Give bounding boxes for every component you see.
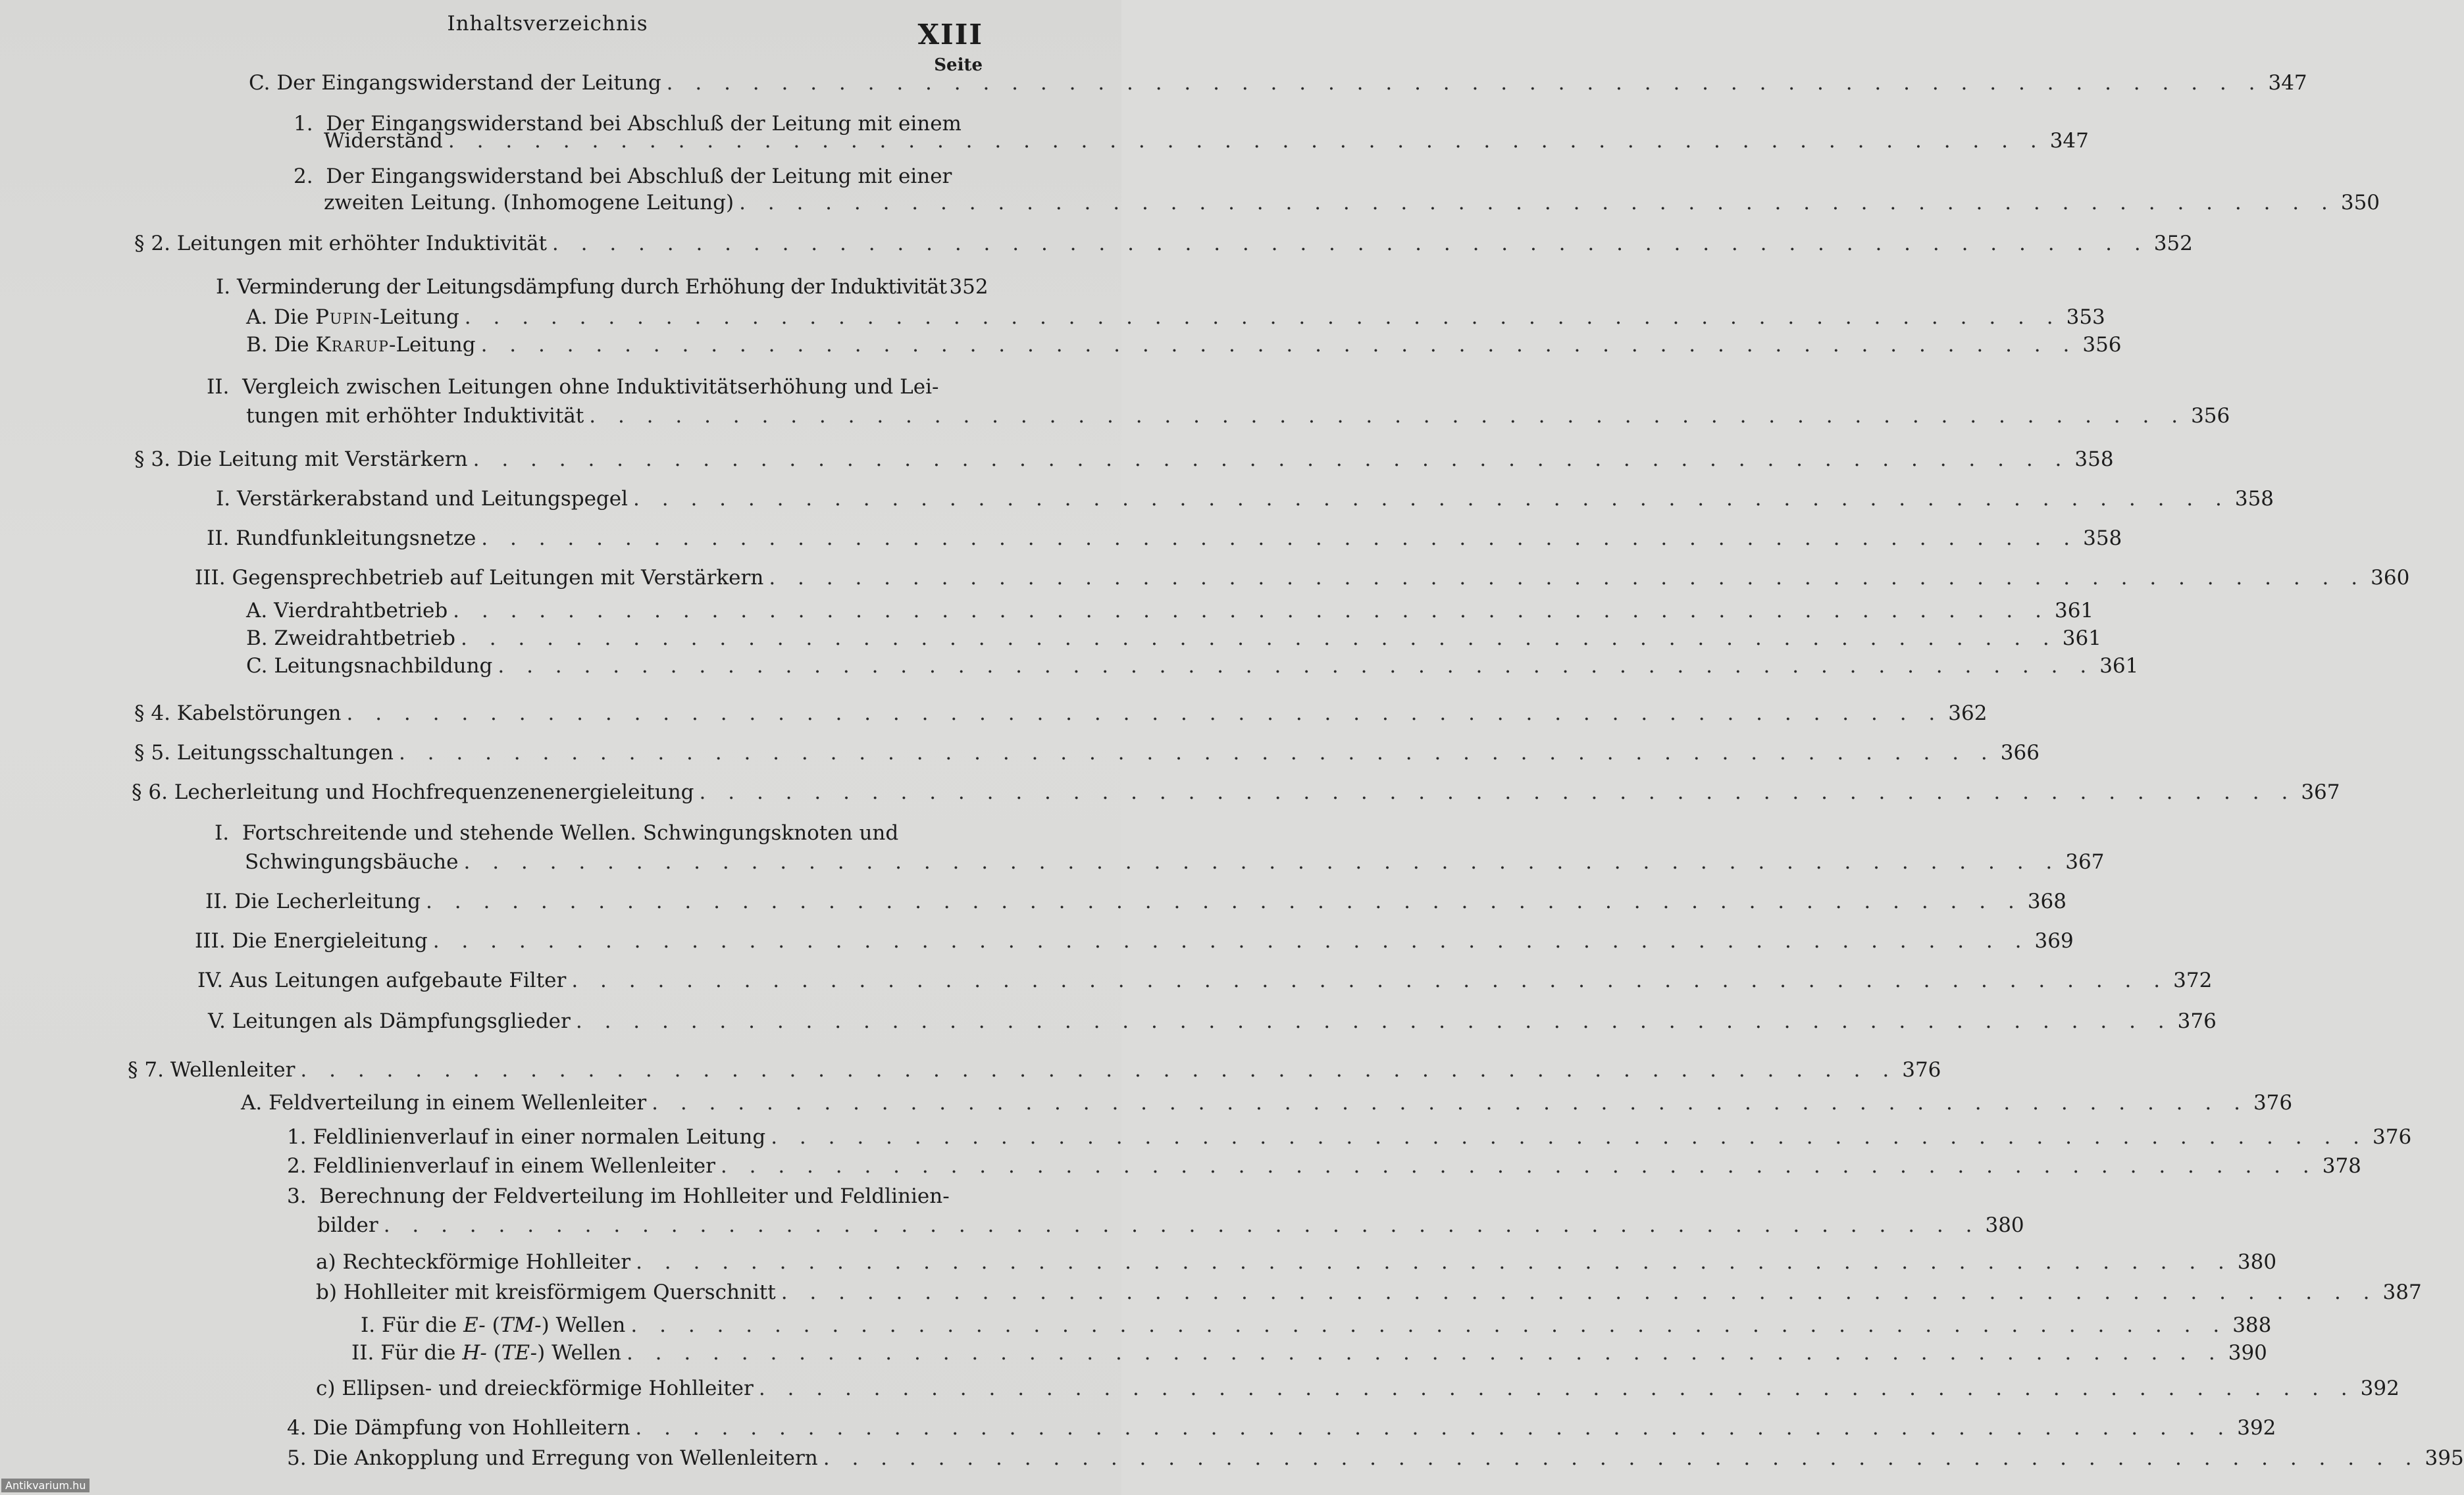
toc-entry [287, 1445, 2464, 1471]
toc-entry-number: 4. [287, 1416, 307, 1440]
toc-entry-page: 353 [2066, 305, 2105, 329]
toc-entry-page: 376 [2177, 1009, 2217, 1033]
toc-entry [245, 849, 2105, 875]
toc-entry-number: A. [246, 599, 268, 622]
toc-leader-dots: . . . . . . . . . . . . . . . . . . . . . . . . . . . . . . . . . . . . . . . . . . . . . . . . . . . . . . . . [552, 232, 2149, 255]
toc-entry-page: 358 [2074, 447, 2114, 471]
toc-leader-dots: . . . . . . . . . . . . . . . . . . . . . . . . . . . . . . . . . . . . . . . . . . . . . . . . . . . . . . . . [630, 1313, 2228, 1337]
toc-entry-title: Feldlinienverlauf in einem Wellenleiter [313, 1154, 715, 1178]
toc-entry-number: IV. [197, 969, 224, 992]
toc-entry [287, 1415, 2276, 1441]
toc-entry-title-suffix: ) Wellen [537, 1341, 621, 1365]
toc-entry [249, 70, 2307, 96]
toc-entry-number: I. [215, 821, 230, 845]
toc-entry [128, 1057, 1941, 1083]
toc-leader-dots: . . . . . . . . . . . . . . . . . . . . . . . . . . . . . . . . . . . . . . . . . . . . . . . . . . . . . . . . [699, 780, 2296, 804]
toc-entry-title-name: Pupin [315, 305, 373, 329]
toc-entry-number: 2. [287, 1154, 307, 1178]
toc-entry-title-prefix: Für die [381, 1313, 464, 1337]
toc-entry-number: 1. [287, 1125, 307, 1149]
toc-entry [287, 1153, 2361, 1179]
toc-leader-dots: . . . . . . . . . . . . . . . . . . . . . . . . . . . . . . . . . . . . . . . . . . . . . . . . . . . . . . . . [635, 1416, 2232, 1440]
toc-entry-number: V. [208, 1009, 226, 1033]
toc-leader-dots: . . . . . . . . . . . . . . . . . . . . . . . . . . . . . . . . . . . . . . . . . . . . . . . . . . . . . . . . [398, 741, 1995, 765]
toc-entry-title: Gegensprechbetrieb auf Leitungen mit Verstärkern [232, 566, 764, 590]
toc-entry-title: Leitungen als Dämpfungsglieder [232, 1009, 571, 1033]
toc-entry-number: A. [241, 1091, 263, 1115]
toc-entry-page: 362 [1948, 701, 1988, 725]
toc-entry-continuation: tungen mit erhöhter Induktivität [246, 404, 584, 428]
toc-leader-dots: . . . . . . . . . . . . . . . . . . . . . . . . . . . . . . . . . . . . . . . . . . . . . . . . . . . . . . . . [720, 1154, 2317, 1178]
toc-entry-title-prefix: Die [274, 333, 316, 357]
toc-entry [241, 1090, 2293, 1116]
toc-entry-title: Hohlleiter mit kreisförmigem Querschnitt [343, 1280, 776, 1304]
toc-entry-number: I. [361, 1313, 376, 1337]
toc-entry-title: Der Eingangswiderstand bei Abschluß der Leitung mit einem [326, 112, 962, 136]
toc-entry [197, 967, 2213, 994]
toc-entry-title: Rechteckförmige Hohlleiter [342, 1250, 631, 1274]
toc-entry-page: 378 [2322, 1154, 2361, 1178]
toc-entry [134, 230, 2193, 257]
toc-entry-title-suffix: ) Wellen [541, 1313, 626, 1337]
toc-entry [195, 565, 2410, 591]
toc-entry-title: Feldverteilung in einem Wellenleiter [269, 1091, 647, 1115]
toc-entry-page: 367 [2301, 780, 2340, 804]
toc-entry [316, 1375, 2400, 1402]
toc-entry-page: 395 [2425, 1446, 2464, 1470]
toc-entry [134, 740, 2040, 766]
toc-entry-number: b) [316, 1280, 337, 1304]
toc-entry-page: 358 [2083, 526, 2122, 550]
toc-entry-title: Lecherleitung und Hochfrequenzenenergieleitung [174, 780, 694, 804]
toc-entry-number: a) [316, 1250, 336, 1274]
toc-entry [134, 446, 2114, 472]
toc-entry [316, 1279, 2422, 1305]
toc-entry-title [380, 1340, 621, 1366]
toc-entry-title: Aus Leitungen aufgebaute Filter [229, 969, 567, 992]
toc-leader-dots: . . . . . . . . . . . . . . . . . . . . . . . . . . . . . . . . . . . . . . . . . . . . . . . . . . . . . . . . [498, 654, 2095, 678]
toc-entry-continuation: Schwingungsbäuche [245, 850, 459, 874]
toc-entry-title-wave-type: E- [463, 1313, 486, 1337]
toc-entry-number: II. [207, 526, 230, 550]
toc-entry-title [382, 1312, 625, 1338]
toc-entry-title: Die Energieleitung [232, 929, 428, 953]
toc-entry [246, 403, 2230, 429]
toc-entry-number: A. [246, 305, 268, 329]
toc-entry-title [274, 304, 459, 330]
toc-entry-number: III. [195, 929, 226, 953]
toc-entry-title: Vierdrahtbetrieb [274, 599, 448, 622]
toc-leader-dots: . . . . . . . . . . . . . . . . . . . . . . . . . . . . . . . . . . . . . . . . . . . . . . . . . . . . . . . . [571, 969, 2169, 992]
toc-entry-page: 366 [2000, 741, 2040, 765]
toc-leader-dots: . . . . . . . . . . . . . . . . . . . . . . . . . . . . . . . . . . . . . . . . . . . . . . . . . . . . . . . . [758, 1377, 2355, 1400]
toc-entry-number: c) [316, 1377, 336, 1400]
toc-entry-number: I. [216, 275, 231, 299]
toc-entry-number: II. [351, 1341, 374, 1365]
toc-entry-page: 367 [2065, 850, 2105, 874]
toc-leader-dots: . . . . . . . . . . . . . . . . . . . . . . . . . . . . . . . . . . . . . . . . . . . . . . . . . . . . . . . . [383, 1213, 1980, 1237]
toc-entry-first-line [207, 374, 938, 400]
toc-entry-number: § 7. [128, 1058, 164, 1082]
toc-entry-page: 361 [2062, 626, 2101, 650]
toc-leader-dots: . . . . . . . . . . . . . . . . . . . . . . . . . . . . . . . . . . . . . . . . . . . . . . . . . . . . . . . . [473, 447, 2070, 471]
toc-entry-page: 380 [1985, 1213, 2024, 1237]
toc-entry [246, 332, 2122, 358]
toc-entry-title: Feldlinienverlauf in einer normalen Leitung [313, 1125, 766, 1149]
toc-leader-dots: . . . . . . . . . . . . . . . . . . . . . . . . . . . . . . . . . . . . . . . . . . . . . . . . . . . . . . . . [633, 487, 2230, 511]
toc-entry [317, 1212, 2024, 1238]
toc-entry-title-suffix: -Leitung [372, 305, 459, 329]
toc-entry-page: 376 [1902, 1058, 1941, 1082]
toc-entry-page: 350 [2340, 191, 2380, 215]
toc-entry [361, 1312, 2272, 1338]
toc-entry-page: 388 [2232, 1313, 2272, 1337]
toc-leader-dots: . . . . . . . . . . . . . . . . . . . . . . . . . . . . . . . . . . . . . . . . . . . . . . . . . . . . . . . . [575, 1009, 2172, 1033]
toc-entry-title: Verminderung der Leitungsdämpfung durch Erhöhung der Induktivität [236, 275, 947, 299]
toc-entry-number: § 6. [132, 780, 168, 804]
toc-entry [216, 274, 988, 300]
toc-entry [246, 597, 2094, 624]
toc-entry-page: 358 [2234, 487, 2274, 511]
toc-entry-page: 380 [2237, 1250, 2277, 1274]
toc-leader-dots: . . . . . . . . . . . . . . . . . . . . . . . . . . . . . . . . . . . . . . . . . . . . . . . . . . . . . . . . [453, 599, 2049, 622]
toc-leader-dots: . . . . . . . . . . . . . . . . . . . . . . . . . . . . . . . . . . . . . . . . . . . . . . . . . . . . . . . . [823, 1446, 2420, 1470]
toc-entry [207, 525, 2122, 551]
toc-entry-continuation: zweiten Leitung. (Inhomogene Leitung) [324, 191, 734, 215]
toc-entry-title-prefix: Für die [380, 1341, 463, 1365]
toc-entry-number: II. [205, 890, 228, 913]
toc-leader-dots: . . . . . . . . . . . . . . . . . . . . . . . . . . . . . . . . . . . . . . . . . . . . . . . . . . . . . . . . [781, 1280, 2378, 1304]
toc-entry-first-line [287, 1183, 950, 1209]
toc-entry-continuation: bilder [317, 1213, 378, 1237]
toc-leader-dots: . . . . . . . . . . . . . . . . . . . . . . . . . . . . . . . . . . . . . . . . . . . . . . . . . . . . . . . . [300, 1058, 1897, 1082]
toc-entry-title: Rundfunkleitungsnetze [236, 526, 476, 550]
toc-entry-title: Die Dämpfung von Hohlleitern [313, 1416, 630, 1440]
toc-entry [216, 486, 2274, 512]
toc-leader-dots: . . . . . . . . . . . . . . . . . . . . . . . . . . . . . . . . . . . . . . . . . . . . . . . . . . . . . . . . [464, 305, 2061, 329]
toc-entry-number: § 3. [134, 447, 170, 471]
toc-entry-title [274, 332, 476, 358]
toc-entry-page: 347 [2049, 129, 2089, 153]
toc-entry-title: Fortschreitende und stehende Wellen. Schwingungsknoten und [242, 821, 899, 845]
toc-entry [246, 653, 2139, 679]
toc-entry-page: 390 [2228, 1341, 2267, 1365]
toc-leader-dots: . . . . . . . . . . . . . . . . . . . . . . . . . . . . . . . . . . . . . . . . . . . . . . . . . . . . . . . . [480, 333, 2078, 357]
toc-entry-page: 369 [2034, 929, 2074, 953]
toc-entry-page: 356 [2082, 333, 2122, 357]
toc-entry-title: Wellenleiter [170, 1058, 295, 1082]
toc-entry-title: Zweidrahtbetrieb [274, 626, 455, 650]
toc-entry-title: Leitungen mit erhöhter Induktivität [176, 232, 547, 255]
toc-leader-dots: . . . . . . . . . . . . . . . . . . . . . . . . . . . . . . . . . . . . . . . . . . . . . . . . . . . . . . . . [463, 850, 2061, 874]
toc-entry-title: Ellipsen- und dreieckförmige Hohlleiter [342, 1377, 754, 1400]
toc-entry-title: Der Eingangswiderstand bei Abschluß der Leitung mit einer [326, 165, 952, 188]
watermark: Antikvarium.hu [1, 1479, 90, 1492]
toc-entry-number: C. [246, 654, 268, 678]
toc-entry-page: 352 [2153, 232, 2193, 255]
seite-column-label: Seite [934, 55, 983, 75]
toc-entry-title: Verstärkerabstand und Leitungspegel [236, 487, 629, 511]
toc-entry-page: 347 [2268, 71, 2307, 95]
toc-entry-title: Die Lecherleitung [234, 890, 421, 913]
toc-entry-number: 1. [294, 112, 313, 136]
toc-entry-number: II. [207, 375, 230, 399]
toc-leader-dots: . . . . . . . . . . . . . . . . . . . . . . . . . . . . . . . . . . . . . . . . . . . . . . . . . . . . . . . . [460, 626, 2057, 650]
toc-entry-title-mode: TM- [500, 1313, 542, 1337]
toc-entry [324, 128, 2089, 154]
toc-entry-number: § 4. [134, 701, 170, 725]
toc-entry-number: 5. [287, 1446, 307, 1470]
toc-entry-number: 2. [294, 165, 313, 188]
toc-leader-dots: . . . . . . . . . . . . . . . . . . . . . . . . . . . . . . . . . . . . . . . . . . . . . . . . . . . . . . . . [771, 1125, 2368, 1149]
toc-leader-dots: . . . . . . . . . . . . . . . . . . . . . . . . . . . . . . . . . . . . . . . . . . . . . . . . . . . . . . . . [589, 404, 2186, 428]
toc-entry-first-line [294, 163, 952, 190]
toc-entry-page: 376 [2253, 1091, 2293, 1115]
toc-leader-dots: . . . . . . . . . . . . . . . . . . . . . . . . . . . . . . . . . . . . . . . . . . . . . . . . . . . . . . . . [769, 566, 2366, 590]
toc-entry-number: § 2. [134, 232, 170, 255]
toc-entry-page: 360 [2371, 566, 2410, 590]
toc-leader-dots: . . . . . . . . . . . . . . . . . . . . . . . . . . . . . . . . . . . . . . . . . . . . . . . . . . . . . . . . [666, 71, 2263, 95]
toc-entry-title: Der Eingangswiderstand der Leitung [276, 71, 661, 95]
toc-entry-title-paren: ( [485, 1313, 500, 1337]
toc-leader-dots: . . . . . . . . . . . . . . . . . . . . . . . . . . . . . . . . . . . . . . . . . . . . . . . . . . . . . . . . [626, 1341, 2223, 1365]
toc-entry-page: 387 [2382, 1280, 2422, 1304]
toc-entry-number: III. [195, 566, 226, 590]
toc-entry-number: 3. [287, 1184, 307, 1208]
toc-entry [287, 1124, 2412, 1150]
toc-entry [246, 625, 2101, 651]
toc-entry-title: Berechnung der Feldverteilung im Hohlleiter und Feldlinien- [319, 1184, 950, 1208]
toc-entry-page: 361 [2099, 654, 2139, 678]
toc-entry-page: 372 [2173, 969, 2213, 992]
toc-entry-page: 368 [2027, 890, 2066, 913]
toc-entry-title-name: Krarup [315, 333, 389, 357]
toc-entry-first-line [215, 820, 898, 846]
toc-entry [205, 888, 2066, 915]
toc-entry [195, 928, 2074, 954]
toc-entry-number: C. [249, 71, 270, 95]
toc-entry-page: 392 [2237, 1416, 2276, 1440]
toc-entry [134, 700, 1988, 726]
toc-entry-title: Leitungsnachbildung [274, 654, 493, 678]
toc-entry-number: § 5. [134, 741, 170, 765]
toc-leader-dots: . . . . . . . . . . . . . . . . . . . . . . . . . . . . . . . . . . . . . . . . . . . . . . . . . . . . . . . . [448, 129, 2045, 153]
toc-entry-page: 392 [2360, 1377, 2400, 1400]
toc-entry-title: Die Ankopplung und Erregung von Wellenleitern [313, 1446, 818, 1470]
toc-entry-title-suffix: -Leitung [389, 333, 476, 357]
toc-leader-dots: . . . . . . . . . . . . . . . . . . . . . . . . . . . . . . . . . . . . . . . . . . . . . . . . . . . . . . . . [432, 929, 2030, 953]
toc-entry-page: 361 [2054, 599, 2094, 622]
toc-entry-title-paren: ( [486, 1341, 501, 1365]
toc-entry [208, 1008, 2217, 1034]
toc-leader-dots: . . . . . . . . . . . . . . . . . . . . . . . . . . . . . . . . . . . . . . . . . . . . . . . . . . . . . . . . [636, 1250, 2232, 1274]
toc-entry-title-prefix: Die [274, 305, 316, 329]
toc-entry-page: 376 [2373, 1125, 2412, 1149]
toc-entry-number: B. [246, 333, 268, 357]
toc-entry-number: B. [246, 626, 268, 650]
toc-entry [324, 190, 2380, 216]
toc-entry-title-wave-type: H- [462, 1341, 487, 1365]
toc-entry-title: Vergleich zwischen Leitungen ohne Induktivitätserhöhung und Lei- [242, 375, 939, 399]
running-header-title: Inhaltsverzeichnis [447, 12, 648, 36]
toc-leader-dots: . . . . . . . . . . . . . . . . . . . . . . . . . . . . . . . . . . . . . . . . . . . . . . . . . . . . . . . . [346, 701, 1943, 725]
toc-entry-page: 352 [949, 275, 988, 299]
toc-entry [316, 1249, 2277, 1275]
toc-entry-title: Kabelstörungen [176, 701, 342, 725]
toc-entry-title-mode: TE- [501, 1341, 538, 1365]
page-number: XIII [917, 18, 983, 51]
toc-leader-dots: . . . . . . . . . . . . . . . . . . . . . . . . . . . . . . . . . . . . . . . . . . . . . . . . . . . . . . . . [481, 526, 2078, 550]
toc-entry [132, 779, 2340, 805]
toc-entry-page: 356 [2191, 404, 2230, 428]
toc-entry [351, 1340, 2267, 1366]
toc-leader-dots: . . . . . . . . . . . . . . . . . . . . . . . . . . . . . . . . . . . . . . . . . . . . . . . . . . . . . . . . [739, 191, 2336, 215]
toc-entry-number: I. [216, 487, 231, 511]
toc-leader-dots: . . . . . . . . . . . . . . . . . . . . . . . . . . . . . . . . . . . . . . . . . . . . . . . . . . . . . . . . [426, 890, 2022, 913]
toc-entry-title: Leitungsschaltungen [176, 741, 394, 765]
toc-leader-dots: . . . . . . . . . . . . . . . . . . . . . . . . . . . . . . . . . . . . . . . . . . . . . . . . . . . . . . . . [652, 1091, 2248, 1115]
toc-entry [246, 304, 2105, 330]
toc-entry-continuation: Widerstand [324, 129, 443, 153]
toc-entry-title: Die Leitung mit Verstärkern [176, 447, 468, 471]
